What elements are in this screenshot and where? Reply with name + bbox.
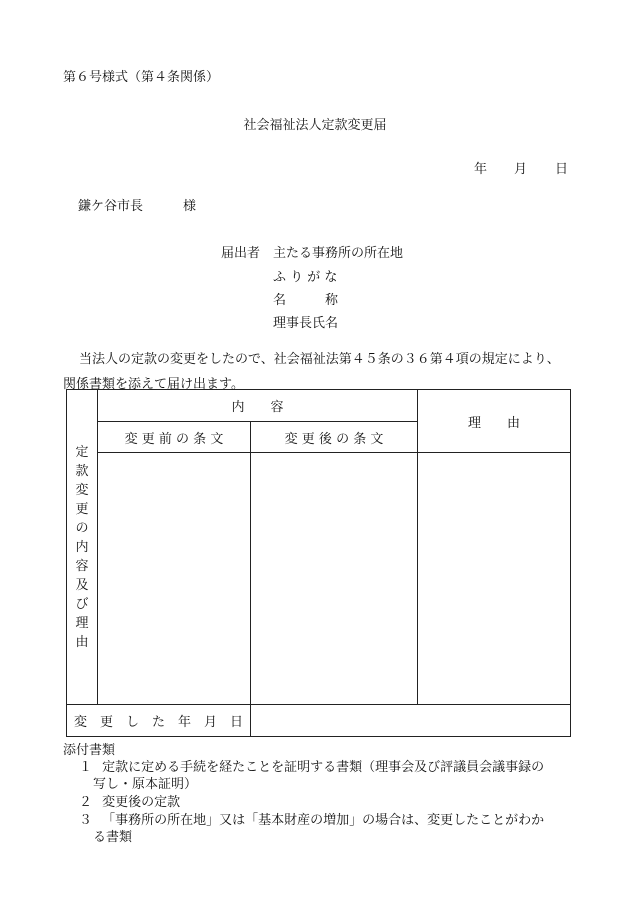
row-label-char: 款	[75, 463, 89, 479]
before-cell[interactable]	[98, 453, 251, 705]
amendment-table	[66, 389, 571, 737]
body-text-line-1: 当法人の定款の変更をしたので、社会福祉法第４５条の３６第４項の規定により、	[79, 352, 560, 367]
after-cell[interactable]	[251, 453, 418, 705]
row-label-char: 定	[75, 444, 89, 460]
row-label-vertical	[67, 446, 97, 649]
attachment-number: ２	[79, 795, 93, 810]
attachment-number: ３	[79, 813, 93, 828]
attachment-item-3-continued: る書類	[93, 830, 133, 845]
content-header: 内 容	[98, 390, 418, 422]
before-header: 変 更 前 の 条 文	[98, 422, 251, 453]
row-label-char: 理	[75, 615, 89, 631]
row-label-char: 内	[75, 539, 89, 555]
submitter-address-label: 主たる事務所の所在地	[273, 246, 404, 261]
submitter-chairman-label: 理事長氏名	[273, 316, 339, 331]
body-text-line-2: 関係書類を添えて届け出ます。	[63, 377, 244, 392]
form-title: 社会福祉法人定款変更届	[243, 118, 387, 133]
row-label-char: 変	[75, 482, 89, 498]
form-number: 第６号様式（第４条関係）	[63, 70, 220, 85]
submitter-furigana-label: ふ り が な	[273, 270, 338, 285]
attachment-text: 変更後の定款	[102, 795, 181, 810]
addressee-name: 鎌ケ谷市長	[78, 199, 144, 214]
attachment-item-3	[79, 809, 544, 828]
date-month-label: 月	[514, 162, 528, 177]
row-label-char: び	[75, 596, 89, 612]
submitter-name-label: 名 称	[273, 293, 339, 308]
row-label-char: 容	[75, 558, 89, 574]
attachments-title: 添付書類	[63, 743, 116, 758]
submitter-label: 届出者	[221, 246, 261, 261]
attachment-number: １	[79, 760, 93, 775]
row-label-char: 由	[75, 634, 89, 650]
reason-cell[interactable]	[418, 453, 571, 705]
attachment-item-1-continued: 写し・原本証明）	[93, 777, 198, 792]
date-day-label: 日	[555, 162, 569, 177]
change-date-cell[interactable]	[251, 705, 571, 737]
row-label-char: 及	[75, 577, 89, 593]
row-label-cell	[67, 390, 98, 705]
change-date-label: 変 更 し た 年 月 日	[67, 705, 251, 737]
addressee-honorific: 様	[183, 199, 197, 214]
row-label-char: 更	[75, 501, 89, 517]
attachment-text: 定款に定める手続を経たことを証明する書類（理事会及び評議員会議事録の	[102, 760, 545, 775]
attachment-item-2	[79, 791, 180, 810]
date-year-label: 年	[474, 162, 488, 177]
row-label-char: の	[75, 520, 89, 536]
after-header: 変 更 後 の 条 文	[251, 422, 418, 453]
attachment-text: 「事務所の所在地」又は「基本財産の増加」の場合は、変更したことがわか	[102, 813, 545, 828]
reason-header: 理 由	[418, 390, 571, 453]
